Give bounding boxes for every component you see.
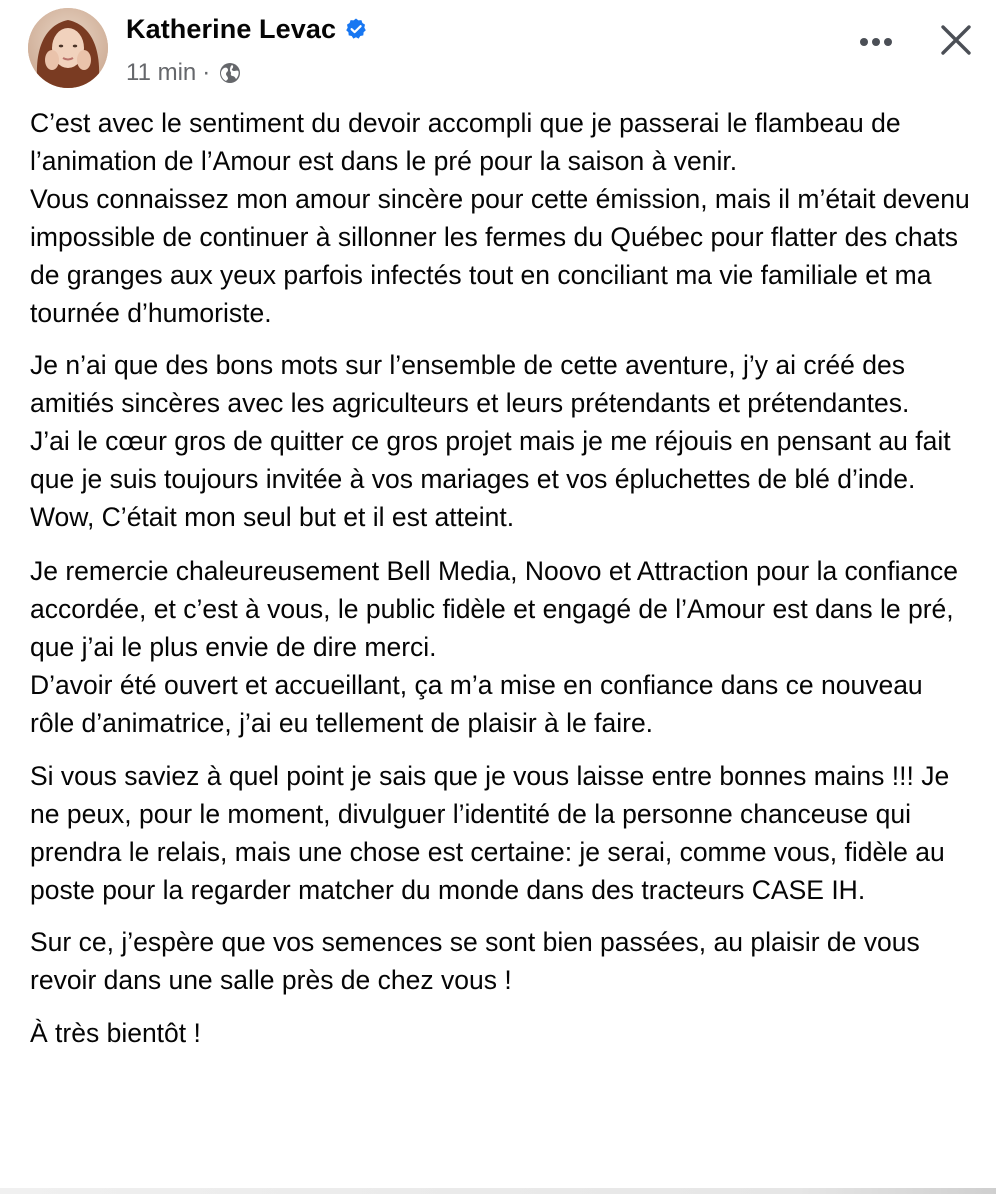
more-horizontal-icon (858, 36, 894, 48)
post-paragraph-2: Je n’ai que des bons mots sur l’ensemble de cette aventure, j’y ai créé des amitiés sincères avec les agriculteurs et leurs prétendants et prétendantes. J’ai le cœur gros de quitter ce gros projet mais je me réjouis en pensant au fait que je suis toujours invitée à vos mariages et vos épluchettes de blé d’inde. Wow, C’était mon seul but et il est atteint. (30, 350, 951, 532)
post-paragraph-4: Si vous saviez à quel point je sais que je vous laisse entre bonnes mains !!! Je ne peux, pour le moment, divulguer l’identité de la personne chanceuse qui prendra le relais, mais une chose est certaine: je serai, comme vous, fidèle au poste pour la regarder matcher du monde dans des tracteurs CASE IH. (30, 761, 950, 905)
post-paragraph-3: Je remercie chaleureusement Bell Media, Noovo et Attraction pour la confiance accordée, et c’est à vous, le public fidèle et engagé de l’Amour est dans le pré, que j’ai le plus envie de dire merci. D’avoir été ouvert et accueillant, ça m’a mise en confiance dans ce nouveau rôle d’animatrice, j’ai eu tellement de plaisir à le faire. (30, 556, 958, 738)
post-body (30, 104, 970, 1065)
globe-icon[interactable] (218, 61, 242, 85)
verified-badge-icon (344, 17, 368, 41)
close-icon (939, 23, 973, 57)
post-meta (126, 58, 242, 88)
author-name[interactable]: Katherine Levac (126, 13, 337, 44)
post-header (28, 8, 968, 88)
close-button[interactable] (934, 18, 978, 62)
author-row (126, 12, 368, 46)
post-paragraph-5: Sur ce, j’espère que vos semences se sont bien passées, au plaisir de vous revoir dans une salle près de chez vous ! (30, 927, 920, 995)
avatar-photo (28, 8, 108, 88)
more-options-button[interactable] (856, 22, 896, 62)
post-timestamp[interactable]: 11 min (126, 59, 197, 86)
bottom-edge-divider (0, 1188, 996, 1194)
author-avatar[interactable] (28, 8, 108, 88)
meta-separator: · (202, 59, 211, 86)
post-paragraph-1: C’est avec le sentiment du devoir accompli que je passerai le flambeau de l’animation de l’Amour est dans le pré pour la saison à venir. Vous connaissez mon amour sincère pour cette émission, mais il m’était devenu impossible de continuer à sillonner les fermes du Québec pour flatter des chats de granges aux yeux parfois infectés tout en conciliant ma vie familiale et ma tournée d’humoriste. (30, 108, 970, 328)
post-paragraph-6: À très bientôt ! (30, 1018, 201, 1048)
